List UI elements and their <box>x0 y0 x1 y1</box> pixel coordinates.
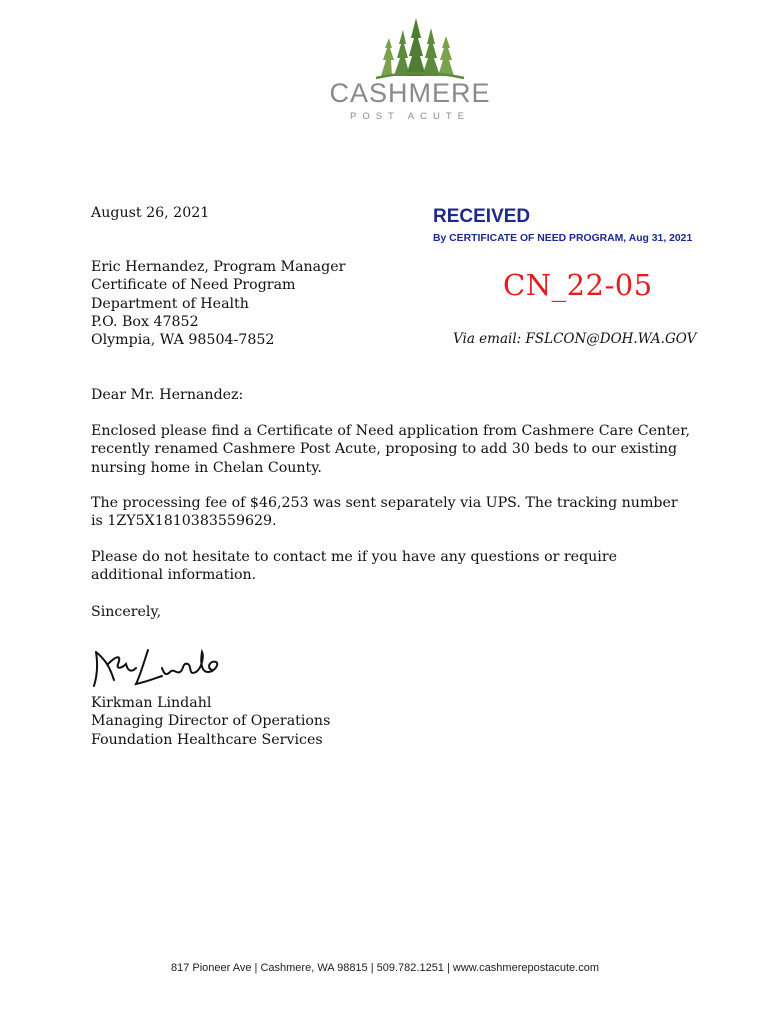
via-email: Via email: FSLCON@DOH.WA.GOV <box>453 331 697 347</box>
body-paragraph: Enclosed please find a Certificate of Need application from Cashmere Care Center, recently renamed Cashmere Post Acute, proposing to add 30 beds to our existing nursing home in Chelan County. <box>91 423 691 476</box>
brand-subtitle: POST ACUTE <box>349 111 470 122</box>
brand-name: CASHMERE <box>329 78 491 108</box>
signer-title: Managing Director of Operations <box>91 713 331 730</box>
signer-name: Kirkman Lindahl <box>91 695 212 711</box>
body-paragraph: The processing fee of $46,253 was sent separately via UPS. The tracking number is 1ZY5X1810383559629. <box>91 495 678 530</box>
footer-contact: 817 Pioneer Ave | Cashmere, WA 98815 | 509.782.1251 | www.cashmerepostacute.com <box>170 962 600 974</box>
recipient-line: Department of Health <box>91 295 249 312</box>
closing: Sincerely, <box>91 604 162 620</box>
signature-block <box>91 694 330 749</box>
recipient-line: Eric Hernandez, Program Manager <box>91 259 346 275</box>
signer-organization: Foundation Healthcare Services <box>91 731 323 748</box>
body-paragraph: Please do not hesitate to contact me if you have any questions or require additional information. <box>91 549 618 584</box>
pine-trees-logo-icon <box>370 14 470 84</box>
recipient-line: Olympia, WA 98504-7852 <box>91 332 275 349</box>
recipient-line: Certificate of Need Program <box>91 277 296 294</box>
recipient-address <box>91 258 345 349</box>
letter-date: August 26, 2021 <box>91 205 210 221</box>
handwritten-signature <box>88 642 228 692</box>
received-stamp-by: By CERTIFICATE OF NEED PROGRAM, Aug 31, 2021 <box>433 233 693 244</box>
received-stamp-title: RECEIVED <box>433 206 531 227</box>
recipient-line: P.O. Box 47852 <box>91 313 199 330</box>
cn-number: CN_22-05 <box>503 268 653 302</box>
salutation: Dear Mr. Hernandez: <box>91 387 244 403</box>
